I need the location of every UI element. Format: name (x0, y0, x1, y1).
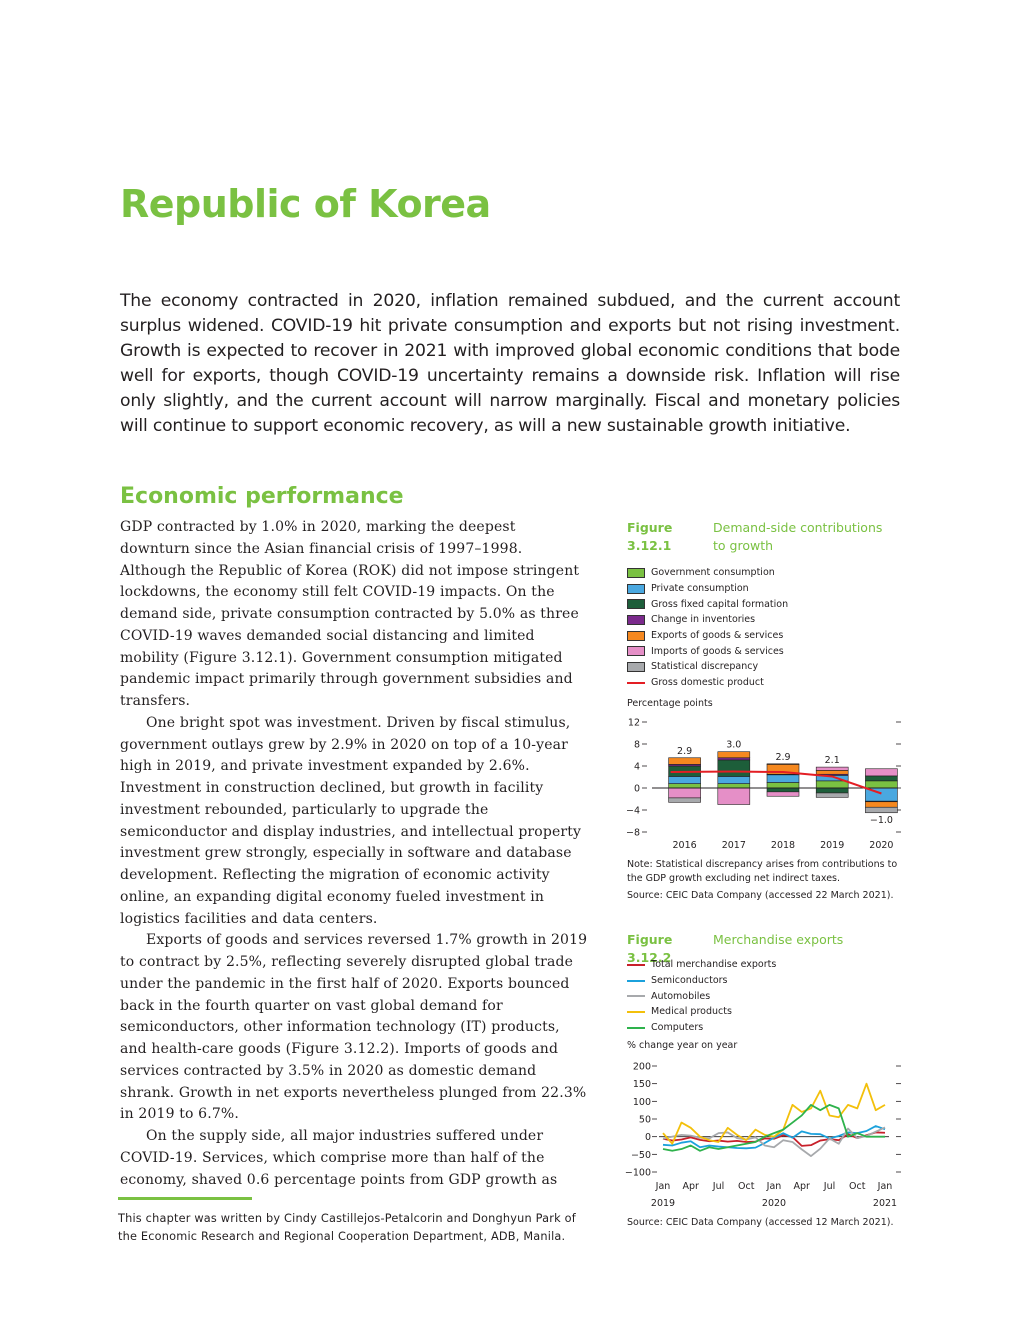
legend-item (627, 675, 788, 691)
legend-swatch (627, 631, 645, 641)
y-tick-label: 0 (633, 783, 640, 795)
paragraph: One bright spot was investment. Driven by fiscal stimulus, government outlays grew by 2.9% in 2020 on top of a 10-year high in 2019, and private investment expanded by 2.6%. Investment in construction declined, but growth in facility investment rebounded, particularly to upgrade the semiconductor and display industries, and intellectual property investment grew strongly, especially in software and database development. Reflecting the migration of economic activity online, an expanding digital economy fueled investment in logistics facilities and data centers. (120, 714, 582, 927)
chapter-title: Republic of Korea (120, 182, 491, 226)
bar-segment (865, 807, 897, 813)
bar-segment (865, 802, 897, 808)
x-tick-label: Apr (793, 1181, 810, 1192)
series-line (663, 1127, 885, 1156)
x-tick-label: 2020 (869, 840, 894, 851)
bar-segment (718, 752, 750, 758)
figure-1-number: Figure 3.12.1 (627, 520, 673, 553)
x-tick-label: Jan (766, 1181, 782, 1192)
y-tick-label: −8 (625, 827, 640, 839)
legend-line (627, 682, 645, 684)
figure-1-legend (627, 565, 788, 691)
legend-item (627, 1020, 776, 1036)
figure-1-source: Source: CEIC Data Company (accessed 22 March 2021). (627, 890, 894, 901)
legend-item (627, 596, 788, 612)
legend-item (627, 612, 788, 628)
legend-item (627, 565, 788, 581)
legend-label: Semiconductors (651, 975, 728, 987)
y-tick-label: 0 (644, 1132, 651, 1144)
figure-2-chart (615, 1056, 905, 1212)
figure-2-unit-label: % change year on year (627, 1040, 738, 1051)
y-tick-label: −4 (625, 805, 640, 817)
bar-segment (865, 776, 897, 781)
data-label: 2.1 (824, 755, 840, 767)
data-label: 3.0 (726, 739, 742, 751)
y-tick-label: −50 (630, 1149, 651, 1161)
figure-2-caption: Merchandise exports (713, 932, 844, 947)
legend-item (627, 581, 788, 597)
footnote-divider (118, 1197, 252, 1200)
legend-swatch (627, 615, 645, 625)
body-text (120, 517, 590, 1191)
x-tick-label: Apr (682, 1181, 699, 1192)
x-tick-label: 2018 (770, 840, 796, 851)
legend-swatch (627, 568, 645, 578)
bar-segment (718, 776, 750, 783)
figure-2-legend (627, 957, 776, 1035)
chapter-summary: The economy contracted in 2020, inflation remained subdued, and the current account surplus widened. COVID-19 hit private consumption and exports but not rising investment. Growth is expected to recover in 2021 with improved global economic conditions that bode well for exports, though COVID-19 uncertainty remains a downside risk. Inflation will rise only slightly, and the current account will narrow marginally. Fiscal and monetary policies will continue to support economic recovery, as will a new sustainable growth initiative. (120, 291, 900, 436)
bar-segment (669, 788, 701, 798)
legend-label: Imports of goods & services (651, 645, 784, 657)
legend-swatch (627, 599, 645, 609)
x-tick-label: Oct (849, 1181, 866, 1192)
legend-line (627, 995, 645, 997)
x-year-label: 2021 (872, 1198, 898, 1209)
y-tick-label: 12 (627, 717, 640, 729)
legend-line (627, 1027, 645, 1029)
x-tick-label: 2019 (820, 840, 845, 851)
y-tick-label: 150 (632, 1079, 651, 1091)
legend-swatch (627, 646, 645, 656)
bar-segment (767, 792, 799, 796)
legend-line (627, 980, 645, 982)
legend-label: Gross domestic product (651, 677, 764, 689)
bar-segment (865, 769, 897, 776)
x-tick-label: Jan (877, 1181, 893, 1192)
bar-segment (718, 788, 750, 805)
legend-swatch (627, 662, 645, 672)
bar-segment (669, 784, 701, 788)
bar-segment (865, 781, 897, 788)
legend-label: Statistical discrepancy (651, 661, 759, 673)
figure-2-number: Figure 3.12.2 (627, 932, 673, 965)
paragraph: Exports of goods and services reversed 1.7% growth in 2019 to contract by 2.5%, reflecting severely disrupted global trade under the pandemic in the first half of 2020. Exports bounced back in the fourth quarter on vast global demand for semiconductors, other information technology (IT) products, and health-care goods (Figure 3.12.2). Imports of goods and services contracted by 3.5% in 2020 as domestic demand shrank. Growth in net exports nevertheless plunged from 22.3% in 2019 to 6.7%. (120, 932, 588, 1123)
legend-label: Exports of goods & services (651, 630, 784, 642)
legend-label: Private consumption (651, 583, 749, 595)
legend-label: Gross fixed capital formation (651, 598, 789, 610)
legend-item (627, 643, 788, 659)
legend-label: Change in inventories (651, 614, 756, 626)
data-label: −1.0 (869, 814, 893, 826)
footnote: This chapter was written by Cindy Castillejos-Petalcorin and Donghyun Park of the Economic Research and Regional Cooperation Department, ADB, Manila. (118, 1212, 576, 1243)
legend-label: Government consumption (651, 567, 775, 579)
figure-2-source: Source: CEIC Data Company (accessed 12 March 2021). (627, 1217, 894, 1228)
x-year-label: 2019 (650, 1198, 676, 1209)
legend-label: Medical products (651, 1006, 732, 1018)
y-tick-label: 4 (633, 761, 640, 773)
legend-item (627, 988, 776, 1004)
x-tick-label: Jul (712, 1181, 725, 1192)
y-tick-label: 50 (638, 1114, 651, 1126)
legend-line (627, 1011, 645, 1013)
data-label: 2.9 (775, 751, 791, 763)
bar-segment (669, 798, 701, 802)
figure-1-note: Note: Statistical discrepancy arises from contributions to the GDP growth excluding net indirect taxes. (627, 859, 898, 884)
y-tick-label: 200 (632, 1061, 651, 1073)
legend-label: Automobiles (651, 990, 711, 1002)
bar-segment (718, 760, 750, 777)
section-heading: Economic performance (120, 484, 404, 509)
bar-segment (718, 758, 750, 760)
bar-segment (767, 788, 799, 792)
legend-label: Computers (651, 1022, 704, 1034)
legend-item (627, 957, 776, 973)
paragraph: On the supply side, all major industries suffered under COVID-19. Services, which comprise more than half of the economy, shaved 0.6 percentage points from GDP growth as (120, 1128, 558, 1188)
bar-segment (669, 758, 701, 765)
bar-segment (669, 776, 701, 783)
x-year-label: 2020 (761, 1198, 787, 1209)
figure-1-caption: Demand-side contributions to growth (713, 520, 883, 553)
x-tick-label: Jul (823, 1181, 836, 1192)
legend-item (627, 659, 788, 675)
legend-item (627, 628, 788, 644)
figure-1-chart (615, 712, 905, 852)
legend-line (627, 964, 645, 966)
x-tick-label: 2017 (721, 840, 746, 851)
paragraph: GDP contracted by 1.0% in 2020, marking the deepest downturn since the Asian financial crisis of 1997–1998. Although the Republic of Korea (ROK) did not impose stringent lockdowns, the economy still felt COVID-19 impacts. On the demand side, private consumption contracted by 5.0% as three COVID-19 waves demanded social distancing and limited mobility (Figure 3.12.1). Government consumption mitigated pandemic impact primarily through government subsidies and transfers. (120, 519, 580, 709)
bar-segment (816, 770, 848, 774)
legend-label: Total merchandise exports (651, 959, 777, 971)
x-tick-label: 2016 (672, 840, 697, 851)
legend-item (627, 1004, 776, 1020)
bar-segment (718, 784, 750, 788)
y-tick-label: 8 (633, 739, 640, 751)
bar-segment (816, 788, 848, 793)
y-tick-label: −100 (624, 1167, 651, 1179)
x-tick-label: Jan (655, 1181, 671, 1192)
bar-segment (767, 783, 799, 789)
figure-1-unit-label: Percentage points (627, 698, 713, 709)
y-tick-label: 100 (632, 1096, 651, 1108)
bar-segment (816, 767, 848, 770)
legend-item (627, 973, 776, 989)
legend-swatch (627, 584, 645, 594)
figure-1-title (627, 519, 893, 555)
x-tick-label: Oct (738, 1181, 755, 1192)
data-label: 2.9 (677, 745, 693, 757)
bar-segment (816, 793, 848, 797)
bar-segment (767, 775, 799, 783)
bar-segment (767, 764, 799, 765)
bar-segment (816, 781, 848, 788)
